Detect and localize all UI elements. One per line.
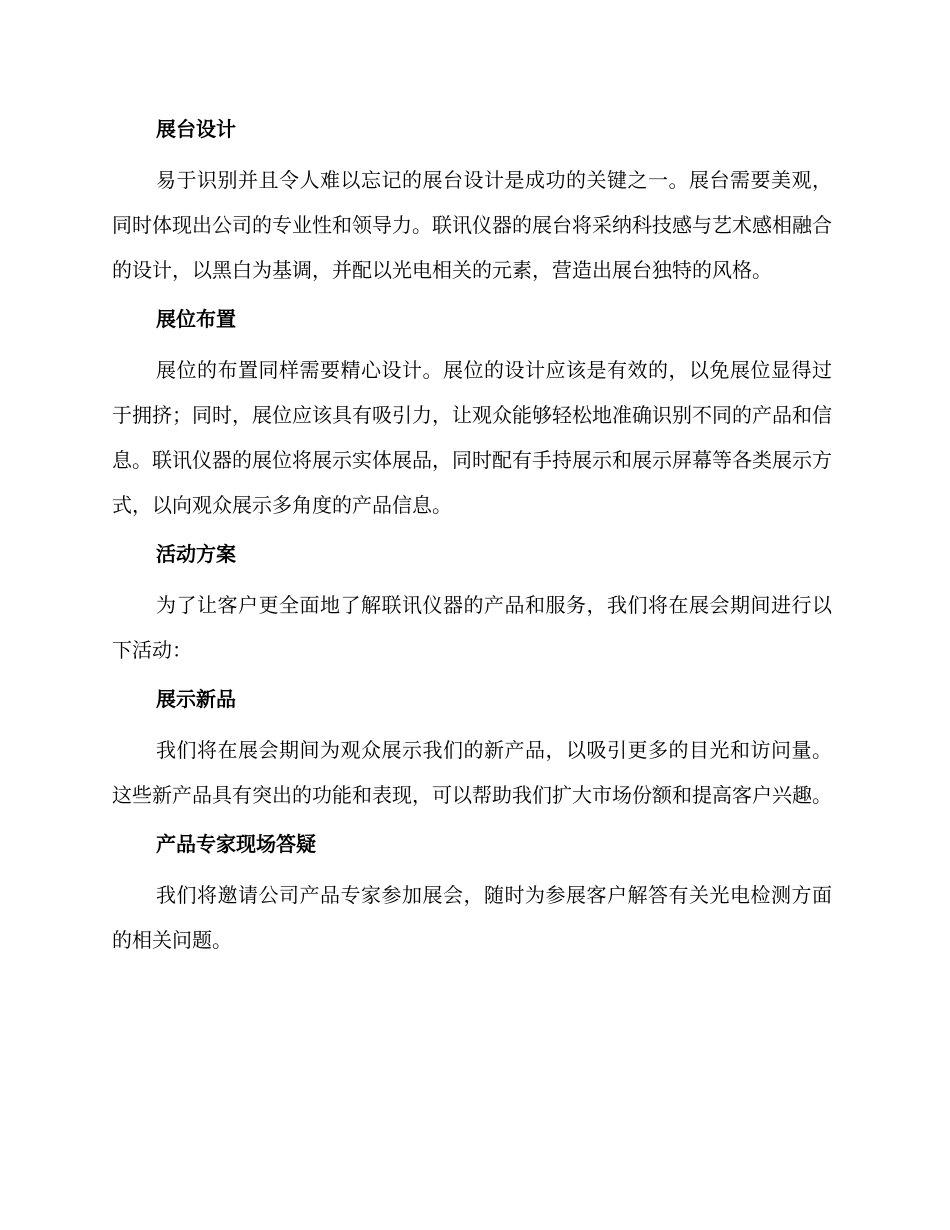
section-heading-booth-design: 展台设计 (156, 117, 236, 141)
section-paragraph-booth-design: 易于识别并且令人难以忘记的展台设计是成功的关键之一。展台需要美观，同时体现出公司的专业性和领导力。联讯仪器的展台将采纳科技感与艺术感相融合的设计，以黑白为基调，并配以光电相关的元素，营造出展台独特的风格。 (112, 168, 832, 282)
section-heading-booth-layout: 展位布置 (156, 307, 236, 331)
section-paragraph-activity-plan: 为了让客户更全面地了解联讯仪器的产品和服务，我们将在展会期间进行以下活动： (112, 593, 832, 662)
section-paragraph-expert-qa: 我们将邀请公司产品专家参加展会，随时为参展客户解答有关光电检测方面的相关问题。 (112, 883, 832, 952)
document-page (112, 108, 832, 963)
section-paragraph-new-products: 我们将在展会期间为观众展示我们的新产品，以吸引更多的目光和访问量。这些新产品具有突出的功能和表现，可以帮助我们扩大市场份额和提高客户兴趣。 (112, 738, 832, 807)
section-heading-expert-qa: 产品专家现场答疑 (156, 832, 316, 856)
section-paragraph-booth-layout: 展位的布置同样需要精心设计。展位的设计应该是有效的，以免展位显得过于拥挤；同时，展位应该具有吸引力，让观众能够轻松地准确识别不同的产品和信息。联讯仪器的展位将展示实体展品，同时配有手持展示和展示屏幕等各类展示方式，以向观众展示多角度的产品信息。 (112, 358, 832, 517)
section-heading-activity-plan: 活动方案 (156, 542, 236, 566)
section-heading-new-products: 展示新品 (156, 687, 236, 711)
